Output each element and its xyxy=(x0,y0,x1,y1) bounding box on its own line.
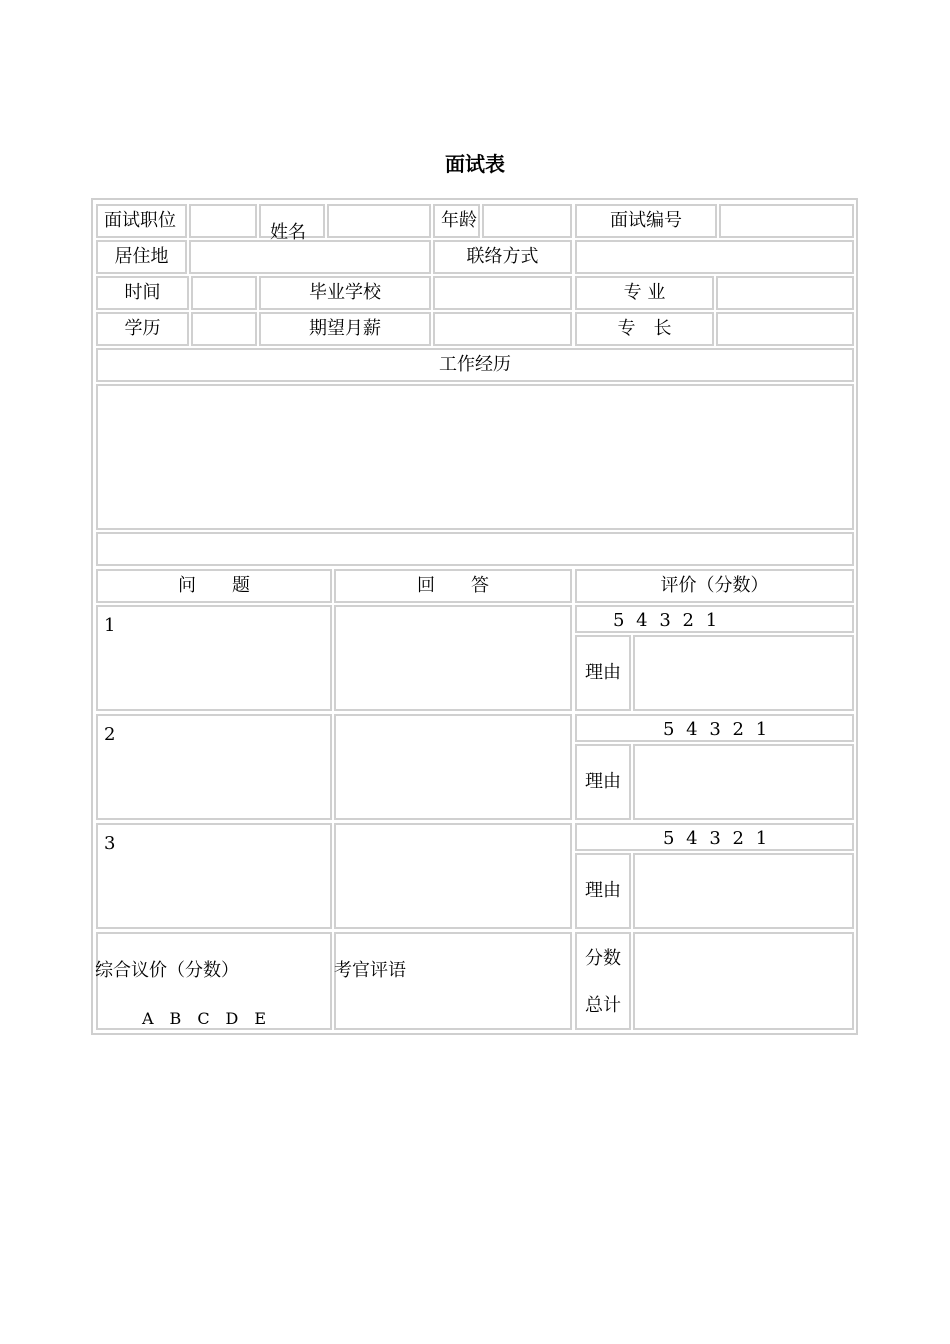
specialty-label-cell xyxy=(575,312,714,346)
position-label: 面试职位 xyxy=(104,210,176,231)
work-experience-label: 工作经历 xyxy=(439,354,511,375)
salary-label: 期望月薪 xyxy=(309,318,381,339)
answer-1-cell[interactable] xyxy=(334,605,572,711)
examiner-comment-label: 考官评语 xyxy=(334,960,406,981)
name-label-clipped xyxy=(270,222,324,243)
score-2-cell[interactable] xyxy=(575,714,854,742)
score-3-cell[interactable] xyxy=(575,823,854,851)
contact-value-cell[interactable] xyxy=(575,240,854,274)
blank-row-cell[interactable] xyxy=(96,532,854,566)
contact-label: 联络方式 xyxy=(466,246,539,267)
salary-label-cell xyxy=(259,312,431,346)
question-1-number: 1 xyxy=(104,615,116,636)
interview-no-label: 面试编号 xyxy=(610,210,682,231)
education-label-cell xyxy=(96,312,189,346)
age-label: 年龄 xyxy=(441,210,477,231)
school-label-cell xyxy=(259,276,431,310)
reason-3-label: 理由 xyxy=(585,880,621,901)
age-label-cell xyxy=(433,204,480,238)
work-experience-label-cell xyxy=(96,348,854,382)
time-label: 时间 xyxy=(124,282,161,303)
residence-label: 居住地 xyxy=(114,246,169,267)
score-1-options: 5 4 3 2 1 xyxy=(613,610,718,631)
time-value-cell[interactable] xyxy=(191,276,257,310)
interview-no-label-cell xyxy=(575,204,717,238)
total-score-label-line2: 总计 xyxy=(585,995,621,1016)
name-label: 姓名 xyxy=(270,222,306,243)
reason-2-label: 理由 xyxy=(585,771,621,792)
reason-1-label-cell xyxy=(575,635,631,711)
specialty-value-cell[interactable] xyxy=(716,312,854,346)
age-value-cell[interactable] xyxy=(482,204,572,238)
school-label: 毕业学校 xyxy=(309,282,381,303)
question-3-number: 3 xyxy=(104,833,116,854)
name-value-cell[interactable] xyxy=(327,204,431,238)
salary-value-cell[interactable] xyxy=(433,312,572,346)
residence-value-cell[interactable] xyxy=(189,240,431,274)
score-3-options: 5 4 3 2 1 xyxy=(663,828,768,849)
answer-2-cell[interactable] xyxy=(334,714,572,820)
question-header: 问 题 xyxy=(178,575,250,596)
residence-label-cell xyxy=(96,240,187,274)
total-score-value-cell[interactable] xyxy=(633,932,854,1030)
reason-2-label-cell xyxy=(575,744,631,820)
work-experience-value-cell[interactable] xyxy=(96,384,854,530)
evaluation-header: 评价（分数） xyxy=(660,575,769,596)
reason-3-label-cell xyxy=(575,853,631,929)
score-1-cell[interactable] xyxy=(575,605,854,633)
education-value-cell[interactable] xyxy=(191,312,257,346)
reason-3-value-cell[interactable] xyxy=(633,853,854,929)
major-label: 专 业 xyxy=(623,282,666,303)
school-value-cell[interactable] xyxy=(433,276,572,310)
question-2-cell[interactable] xyxy=(96,714,332,820)
interview-no-value-cell[interactable] xyxy=(719,204,854,238)
page-title: 面试表 xyxy=(445,152,505,176)
specialty-label: 专 长 xyxy=(617,318,672,339)
answer-header-cell xyxy=(334,569,572,603)
time-label-cell xyxy=(96,276,189,310)
examiner-comment-cell[interactable] xyxy=(334,932,572,1030)
reason-1-value-cell[interactable] xyxy=(633,635,854,711)
evaluation-header-cell xyxy=(575,569,854,603)
score-2-options: 5 4 3 2 1 xyxy=(663,719,768,740)
position-label-cell xyxy=(96,204,187,238)
major-value-cell[interactable] xyxy=(716,276,854,310)
answer-header: 回 答 xyxy=(417,575,489,596)
answer-3-cell[interactable] xyxy=(334,823,572,929)
question-1-cell[interactable] xyxy=(96,605,332,711)
contact-label-cell xyxy=(433,240,572,274)
question-header-cell xyxy=(96,569,332,603)
overall-score-label: 综合议价（分数） xyxy=(95,960,239,981)
major-label-cell xyxy=(575,276,714,310)
question-2-number: 2 xyxy=(104,724,116,745)
reason-1-label: 理由 xyxy=(585,662,621,683)
education-label: 学历 xyxy=(124,318,161,339)
position-value-cell[interactable] xyxy=(189,204,257,238)
reason-2-value-cell[interactable] xyxy=(633,744,854,820)
total-score-label-line1: 分数 xyxy=(585,948,621,969)
question-3-cell[interactable] xyxy=(96,823,332,929)
overall-grade-options: A B C D E xyxy=(142,1009,267,1028)
